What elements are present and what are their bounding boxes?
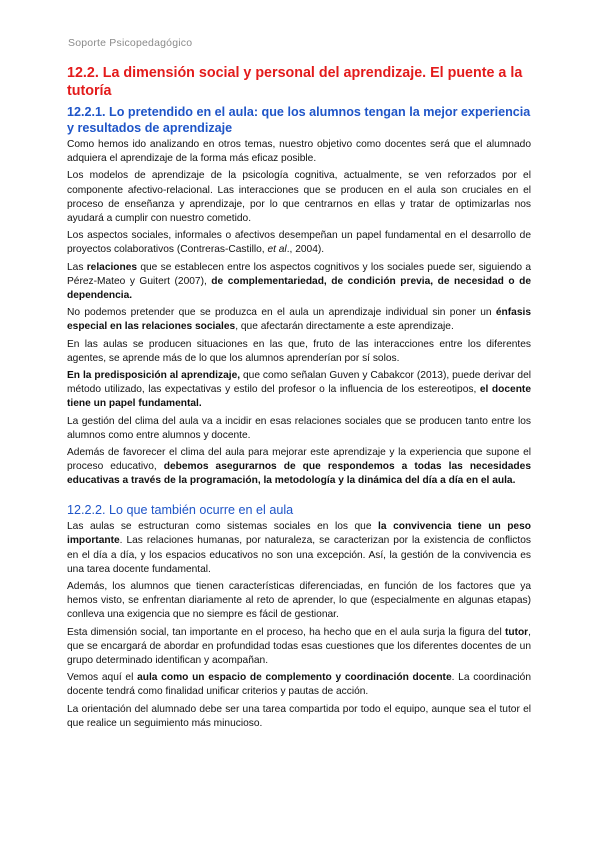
text-run: . Las relaciones humanas, por naturaleza, se caracterizan por la existencia de conflictos en el día a día, y los espacios educativos no son una excepción. Así, la gestión de la convivencia es una tarea docente fundamental.	[67, 535, 531, 575]
paragraph	[67, 626, 531, 669]
bold-text: énfasis especial en las relaciones sociales	[67, 307, 531, 333]
paragraph: La orientación del alumnado debe ser una tarea compartida por todo el equipo, aunque sea el tutor el que realice un seguimiento más minucioso.	[67, 703, 531, 729]
bold-text: de complementariedad, de condición previa, de necesidad o de dependencia.	[67, 275, 531, 302]
page-content	[67, 64, 531, 734]
section-heading-2: 12.2.2. Lo que también ocurre en el aula	[67, 502, 294, 517]
text-run: No podemos pretender que se produzca en el aula un aprendizaje individual sin poner un	[67, 307, 496, 319]
paragraph: Como hemos ido analizando en otros temas, nuestro objetivo como docentes será que el alumnado adquiera el aprendizaje de la forma más eficaz posible.	[67, 139, 531, 165]
running-header: Soporte Psicopedagógico	[68, 37, 193, 49]
bold-text: el docente tiene un papel fundamental.	[67, 384, 531, 410]
text-run: Las aulas se estructuran como sistemas sociales en los que	[67, 521, 379, 533]
text-run: que se establecen entre los aspectos cognitivos y los sociales puede ser, siguiendo a Pérez-Mateo y Guitert (2007),	[67, 261, 531, 287]
text-run: Las	[67, 261, 87, 273]
text-run: Además de favorecer el clima del aula para mejorar este aprendizaje y la experiencia que supone el proceso educativo,	[67, 447, 531, 473]
chapter-title: 12.2. La dimensión social y personal del aprendizaje. El puente a la tutoría	[67, 65, 523, 99]
paragraph: La gestión del clima del aula va a incidir en esas relaciones sociales que se producen tanto entre los alumnos como entre alumnos y docente.	[67, 415, 531, 441]
bold-text: relaciones	[86, 261, 138, 273]
paragraph	[67, 520, 531, 577]
bold-text: debemos asegurarnos de que respondemos a todas las necesidades educativas a través de la programación, la metodología y la dinámica del día a día en el aula.	[67, 461, 531, 487]
bold-text: tutor	[504, 626, 529, 638]
bold-text: aula como un espacio de complemento y coordinación docente	[137, 672, 452, 684]
text-run: ., 2004).	[286, 244, 325, 256]
text-run: que como señalan Guven y Cabakcor (2013), puede derivar del método utilizado, las expectativas y estilo del profesor o la influencia de los estereotipos,	[67, 370, 532, 396]
text-run: Esta dimensión social, tan importante en el proceso, ha hecho que en el aula surja la figura del	[67, 626, 505, 638]
paragraph	[67, 306, 531, 334]
paragraph	[67, 369, 531, 412]
text-run: Los aspectos sociales, informales o afectivos desempeñan un papel fundamental en el desarrollo de proyectos colaborativos (Contreras-Castillo,	[67, 230, 531, 256]
paragraph	[67, 261, 531, 304]
paragraph	[67, 229, 531, 257]
text-run: Vemos aquí el	[67, 672, 138, 684]
text-run: . La coordinación docente tendrá como finalidad unificar criterios y pautas de acción.	[67, 672, 531, 698]
paragraph: En las aulas se producen situaciones en las que, fruto de las interacciones entre los diferentes agentes, se aprende más de lo que los alumnos aprenderían por sí solos.	[67, 338, 531, 364]
paragraph: Los modelos de aprendizaje de la psicología cognitiva, actualmente, se ven reforzados por el componente afectivo-relacional. Las interacciones que se producen en el aula son cruciales en el proceso de enseñanza y aprendizaje, por lo que centrarnos en ellas y tratar de optimizarlas nos ayudará a cumplir con nuestro cometido.	[67, 170, 531, 225]
text-run: , que afectarán directamente a este aprendizaje.	[235, 321, 454, 333]
italic-text: et al	[267, 244, 287, 256]
section-heading-1: 12.2.1. Lo pretendido en el aula: que los alumnos tengan la mejor experiencia y resultados de aprendizaje	[67, 105, 531, 135]
paragraph: Además, los alumnos que tienen características diferenciadas, en función de los factores que ya hemos visto, se enfrentan diariamente al reto de aprender, lo que (especialmente en algunas etapas) conlleva una exigencia que no siempre es fácil de gestionar.	[67, 580, 531, 621]
paragraph	[67, 671, 531, 699]
paragraph	[67, 446, 531, 489]
bold-text: la convivencia tiene un peso importante	[67, 521, 531, 547]
text-run: , que se encargará de abordar en profundidad todas esas cuestiones que los diferentes docentes de un grupo determinado identifican y acompañan.	[67, 626, 531, 666]
bold-text: En la predisposición al aprendizaje,	[67, 370, 241, 382]
